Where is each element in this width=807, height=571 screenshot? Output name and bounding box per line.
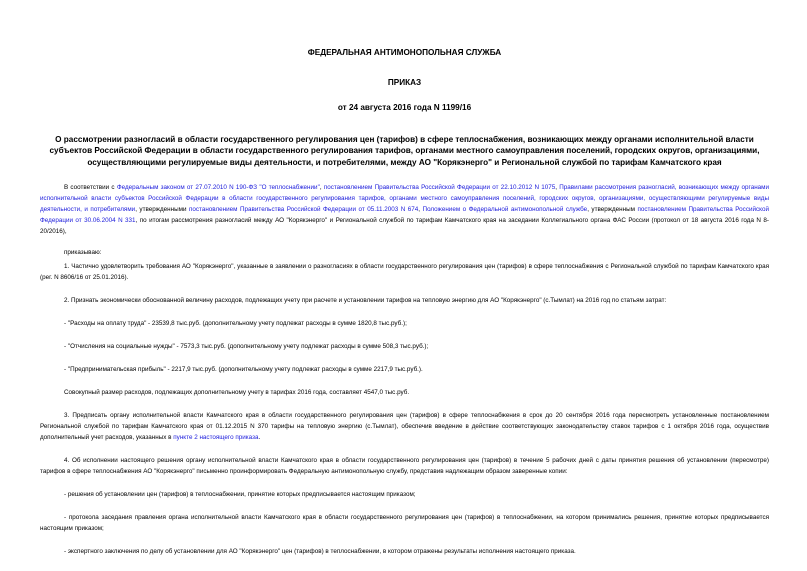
paragraph-3 <box>40 410 769 443</box>
paragraph-3-end: . <box>258 434 261 442</box>
link-paragraph-2[interactable]: пункте 2 настоящего приказа <box>173 434 259 442</box>
preamble-text: , утвержденным <box>587 206 638 214</box>
document-date-number: от 24 августа 2016 года N 1199/16 <box>337 103 472 112</box>
order-word: приказываю: <box>64 249 102 257</box>
paragraph-4-item-decision: - решения об установлении цен (тарифов) в теплоснабжении, принятие которых предписывается настоящим приказом; <box>64 491 416 499</box>
preamble-paragraph <box>40 182 769 237</box>
preamble-text: , утвержденными <box>135 206 189 214</box>
preamble-text: , <box>418 206 423 214</box>
paragraph-2-item-profit: - "Предпринимательская прибыль" - 2217,9 тыс.руб. (дополнительному учету подлежат расходы в сумме 2217,9 тыс.руб.). <box>64 366 423 374</box>
link-decree-331[interactable]: постановлением Правительства Российской Федерации от 30.06.2004 N 331 <box>40 206 769 225</box>
paragraph-2-item-labor: - "Расходы на оплату труда" - 23539,8 тыс.руб. (дополнительному учету подлежат расходы в сумме 1820,8 тыс.руб.); <box>64 320 407 328</box>
link-decree-674[interactable]: постановлением Правительства Российской Федерации от 05.11.2003 N 674 <box>188 206 419 214</box>
link-decree-1075[interactable]: постановлением Правительства Российской Федерации от 22.10.2012 N 1075 <box>323 184 556 192</box>
link-fas-regulation[interactable]: Положением о Федеральной антимонопольной службе <box>422 206 588 214</box>
paragraph-2-total: Совокупный размер расходов, подлежащих дополнительному учету в тарифах 2016 года, составляет 4547,0 тыс.руб. <box>64 389 410 397</box>
paragraph-3-text: 3. Предписать органу исполнительной власти Камчатского края в области государственного регулирования цен (тарифов) в сфере теплоснабжения в срок до 20 сентября 2016 года пересмотреть установленные постановлением Региональной службой по тарифам Камчатского края от 01.12.2015 N 370 тарифы на тепловую энергию (с.Тымлат), обеспечив введение в действие соответствующих законодательству ставок тарифов с 1 октября 2016 года, осуществив дополнительный учет расходов, указанных в <box>40 412 769 442</box>
document-type: ПРИКАЗ <box>387 78 422 87</box>
document-subject: О рассмотрении разногласий в области государственного регулирования цен (тарифов) в сфере теплоснабжения, возникающих между органами исполнительной власти субъектов Российской Федерации в области государственного регулирования тарифов, органами местного самоуправления поселений, городских округов, организациями, осуществляющими регулируемые виды деятельности, и потребителями, между АО "Корякэнерго" и Региональной службой по тарифам Камчатского края <box>49 135 760 167</box>
preamble-text: , <box>319 184 324 192</box>
paragraph-2: 2. Признать экономически обоснованной величину расходов, подлежащих учету при расчете и установлении тарифов на тепловую энергию для АО "Корякэнерго" (с.Тымлат) на 2016 год по статьям затрат: <box>64 297 667 305</box>
preamble-text: В соответствии с <box>64 184 117 192</box>
agency-heading: ФЕДЕРАЛЬНАЯ АНТИМОНОПОЛЬНАЯ СЛУЖБА <box>307 48 502 57</box>
link-dispute-rules[interactable]: Правилами рассмотрения разногласий, возникающих между органами исполнительной власти субъектов Российской Федерации в области государственного регулирования тарифов, органами местного самоуправления поселений, городских округов, организациями, осуществляющими регулируемые виды деятельности, и потребителями <box>40 184 770 214</box>
paragraph-2-item-social: - "Отчисления на социальные нужды" - 7573,3 тыс.руб. (дополнительному учету подлежат расходы в сумме 508,3 тыс.руб.); <box>64 343 429 351</box>
preamble-text: , <box>555 184 560 192</box>
link-federal-law-190[interactable]: Федеральным законом от 27.07.2010 N 190-ФЗ "О теплоснабжении" <box>116 184 320 192</box>
paragraph-4-item-protocol: - протокола заседания правления органа исполнительной власти Камчатского края в области государственного регулирования цен (тарифов) в теплоснабжении, на котором принимались решения, принятие которых предписывается настоящим приказом; <box>40 514 769 533</box>
paragraph-4: 4. Об исполнении настоящего решения органу исполнительной власти Камчатского края в области государственного регулирования цен (тарифов) в течение 5 рабочих дней с даты принятия решения об установлении (пересмотре) тарифов в сфере теплоснабжения АО "Корякэнерго" письменно проинформировать Федеральную антимонопольную службу, представив надлежащим образом заверенные копии: <box>40 457 769 476</box>
preamble-text: , по итогам рассмотрения разногласий между АО "Корякэнерго" и Региональной службой по тарифам Камчатского края на заседании Коллегиального органа ФАС России (протокол от 18 августа 2016 года N 8-20/2016), <box>40 217 769 236</box>
paragraph-1: 1. Частично удовлетворить требования АО "Корякэнерго", указанные в заявлении о разногласиях в области государственного регулирования цен (тарифов) в сфере теплоснабжения с Региональной службой по тарифам Камчатского края (рег. N 8606/16 от 25.01.2016). <box>40 263 769 282</box>
paragraph-4-item-expert: - экспертного заключения по делу об установлении для АО "Корякэнерго" цен (тарифов) в теплоснабжении, в котором отражены результаты исполнения настоящего приказа. <box>64 548 576 556</box>
